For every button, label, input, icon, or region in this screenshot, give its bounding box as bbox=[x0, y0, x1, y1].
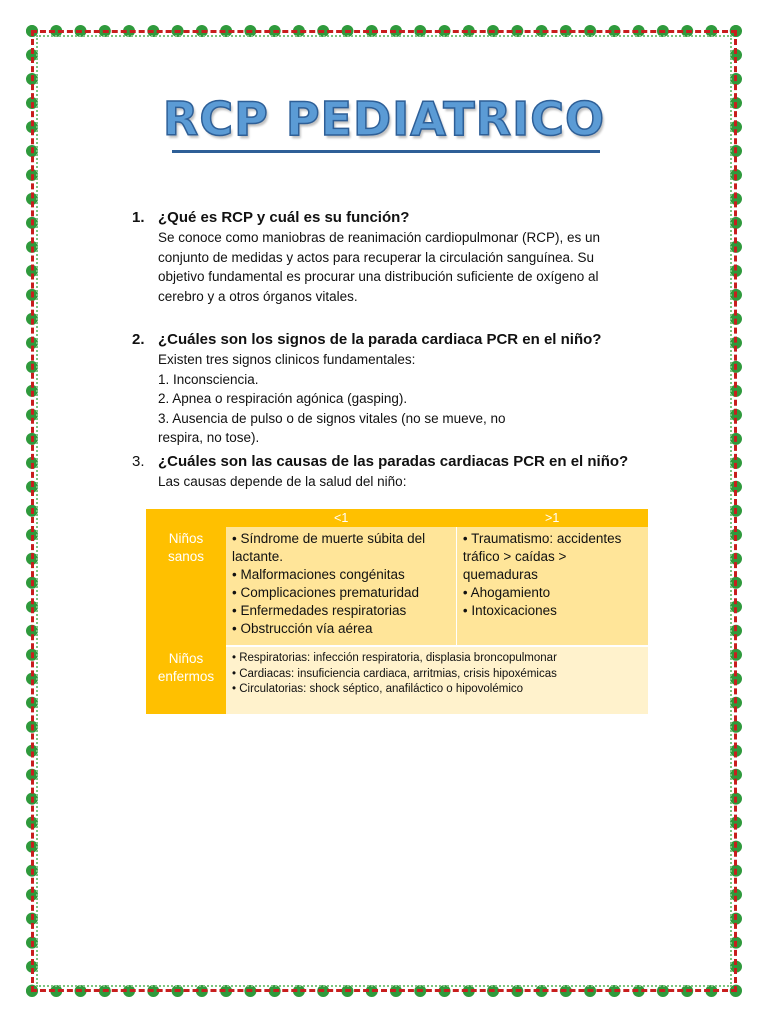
row-label-line: sanos bbox=[167, 549, 205, 564]
cause-item: • Síndrome de muerte súbita del bbox=[232, 531, 426, 546]
answer-line: objetivo fundamental es procurar una distribución suficiente de oxígeno al bbox=[158, 269, 599, 284]
cause-item: • Obstrucción vía aérea bbox=[232, 621, 373, 636]
cause-item: • Respiratorias: infección respiratoria, displasia broncopulmonar bbox=[232, 652, 557, 664]
answer-line: Se conoce como maniobras de reanimación cardiopulmonar (RCP), es un bbox=[158, 230, 600, 245]
question-list bbox=[132, 208, 652, 491]
answer-line: respira, no tose). bbox=[158, 430, 260, 445]
cause-item: quemaduras bbox=[462, 567, 538, 582]
table-cell bbox=[226, 527, 456, 645]
answer-text bbox=[158, 472, 652, 492]
question-number: 1. bbox=[132, 209, 145, 226]
cause-item: • Circulatorias: shock séptico, anafiláctico o hipovolémico bbox=[232, 683, 524, 695]
row-label-line: Niños bbox=[168, 531, 204, 546]
cause-item: • Enfermedades respiratorias bbox=[232, 603, 407, 618]
header-under-1: <1 bbox=[226, 509, 456, 527]
cause-item: • Complicaciones prematuridad bbox=[232, 585, 420, 600]
question-block-3 bbox=[132, 452, 652, 492]
question-heading bbox=[132, 452, 652, 472]
table-row bbox=[146, 647, 648, 714]
cause-item: lactante. bbox=[232, 549, 284, 564]
answer-line: Las causas depende de la salud del niño: bbox=[158, 473, 407, 489]
table-cell bbox=[226, 647, 648, 714]
question-block-1 bbox=[132, 208, 652, 306]
answer-line: Existen tres signos clinicos fundamentales: bbox=[158, 352, 416, 367]
answer-line: cerebro y a otros órganos vitales. bbox=[158, 288, 358, 304]
cause-item: • Intoxicaciones bbox=[462, 603, 557, 618]
cause-item: • Malformaciones congénitas bbox=[232, 567, 405, 582]
cause-item: • Ahogamiento bbox=[462, 585, 551, 600]
cause-item: tráfico > caídas > bbox=[462, 549, 567, 564]
question-block-2 bbox=[132, 330, 652, 448]
table-header-row bbox=[146, 509, 648, 527]
table-row bbox=[146, 527, 648, 645]
row-label-sick bbox=[146, 647, 226, 714]
answer-line: 2. Apnea o respiración agónica (gasping). bbox=[158, 391, 408, 406]
row-label-healthy bbox=[146, 527, 226, 645]
table-cell bbox=[456, 527, 648, 645]
question-heading bbox=[132, 330, 652, 350]
answer-text bbox=[158, 228, 652, 306]
question-number: 2. bbox=[132, 331, 145, 348]
page-title: RCP PEDIATRICO bbox=[162, 92, 606, 146]
question-text: ¿Cuáles son las causas de las paradas cardiacas PCR en el niño? bbox=[158, 452, 629, 470]
question-number: 3. bbox=[132, 452, 145, 470]
cause-item: • Cardiacas: insuficiencia cardiaca, arritmias, crisis hipoxémicas bbox=[232, 667, 557, 680]
cause-item: • Traumatismo: accidentes bbox=[462, 531, 622, 546]
table-corner bbox=[146, 509, 226, 527]
answer-line: 1. Inconsciencia. bbox=[158, 371, 259, 387]
header-over-1: >1 bbox=[456, 509, 648, 527]
row-label-line: enfermos bbox=[157, 669, 215, 684]
question-text: ¿Cuáles son los signos de la parada cardiaca PCR en el niño? bbox=[158, 331, 602, 348]
answer-line: 3. Ausencia de pulso o de signos vitales (no se mueve, no bbox=[158, 410, 506, 426]
answer-text bbox=[158, 350, 652, 448]
question-text: ¿Qué es RCP y cuál es su función? bbox=[158, 209, 410, 226]
row-label-line: Niños bbox=[168, 651, 204, 666]
answer-line: conjunto de medidas y actos para recuperar la circulación sanguínea. Su bbox=[158, 249, 595, 265]
question-heading bbox=[132, 208, 652, 228]
causes-table bbox=[146, 509, 648, 714]
title-underline bbox=[172, 150, 600, 153]
